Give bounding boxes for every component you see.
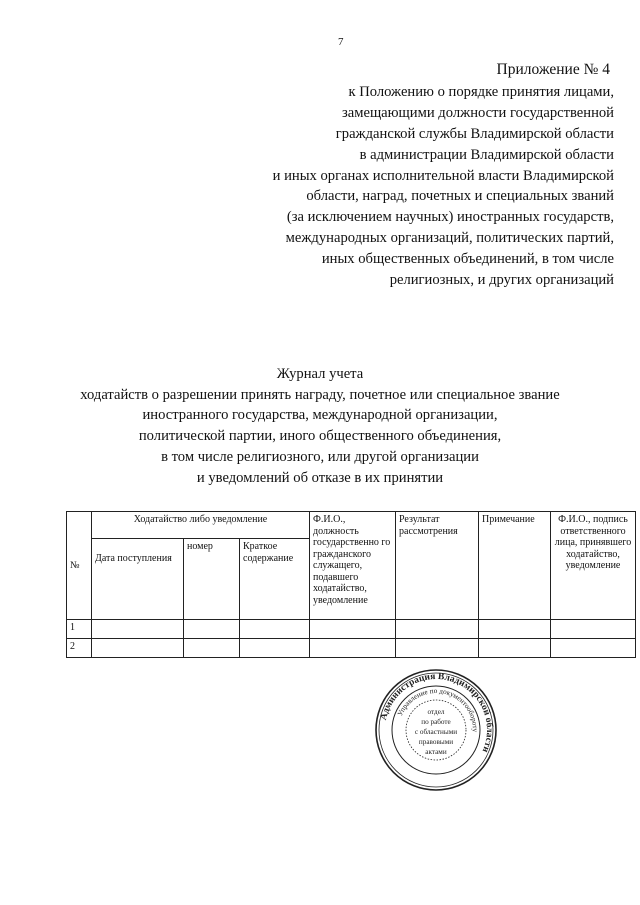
header-result: Результат рассмотрения [396, 512, 479, 620]
stamp-center-line: актами [425, 748, 447, 756]
table-cell [92, 620, 184, 639]
stamp-center-line: с областными [414, 728, 458, 736]
official-stamp [374, 668, 498, 792]
header-date: Дата поступления [92, 539, 184, 620]
header-responsible: Ф.И.О., подпись ответственного лица, принявшего ходатайство, уведомление [551, 512, 636, 620]
header-note: Примечание [479, 512, 551, 620]
journal-title-block [0, 364, 640, 488]
stamp-center-line: правовыми [418, 738, 454, 746]
journal-subtitle-line: в том числе религиозного, или другой организации [161, 448, 479, 465]
table-cell [184, 639, 240, 658]
journal-subtitle-line: иностранного государства, международной организации, [142, 407, 498, 424]
appendix-line: международных организаций, политических партий, [285, 230, 614, 247]
appendix-title: Приложение № 4 [496, 61, 610, 78]
table-cell [310, 620, 396, 639]
appendix-line: гражданской службы Владимирской области [335, 125, 614, 142]
header-fio: Ф.И.О., должность государственно го гражданского служащего, подавшего ходатайство, уведомление [310, 512, 396, 620]
appendix-line: и иных органах исполнительной власти Владимирской [272, 167, 614, 184]
journal-subtitle-line: и уведомлений об отказе в их принятии [196, 469, 444, 486]
appendix-line: иных общественных объединений, в том числе [321, 251, 614, 268]
table-cell [396, 620, 479, 639]
journal-subtitle-line: политической партии, иного общественного объединения, [138, 428, 502, 445]
table-cell [551, 639, 636, 658]
header-summary: Краткое содержание [240, 539, 310, 620]
page-number: 7 [338, 36, 344, 48]
stamp-inner-ring-text: Управление по документообороту [396, 686, 480, 733]
journal-heading: Журнал учета [276, 366, 364, 382]
appendix-block [214, 60, 614, 291]
header-number: № [67, 512, 92, 620]
appendix-line: области, наград, почетных и специальных званий [306, 188, 614, 205]
appendix-line: в администрации Владимирской области [359, 146, 614, 163]
stamp-center-line: отдел [427, 708, 445, 716]
journal-table [66, 511, 636, 658]
appendix-line: к Положению о порядке принятия лицами, [348, 83, 614, 100]
table-cell [240, 620, 310, 639]
stamp-center-line: по работе [421, 718, 451, 726]
row-number: 1 [67, 620, 92, 639]
table-cell [479, 639, 551, 658]
header-reg-number: номер [184, 539, 240, 620]
table-cell [92, 639, 184, 658]
table-cell [240, 639, 310, 658]
appendix-line: (за исключением научных) иностранных государств, [286, 209, 614, 226]
row-number: 2 [67, 639, 92, 658]
appendix-line: замещающими должности государственной [341, 104, 614, 121]
table-row [67, 620, 636, 639]
table-cell [479, 620, 551, 639]
table-cell [310, 639, 396, 658]
stamp-outer-text: Администрация Владимирской области [379, 671, 495, 754]
journal-subtitle-line: ходатайств о разрешении принять награду, почетное или специальное звание [80, 386, 560, 403]
header-petition-group: Ходатайство либо уведомление [92, 512, 310, 539]
table-cell [551, 620, 636, 639]
table-cell [184, 620, 240, 639]
table-cell [396, 639, 479, 658]
appendix-line: религиозных, и других организаций [389, 272, 614, 289]
table-row [67, 639, 636, 658]
